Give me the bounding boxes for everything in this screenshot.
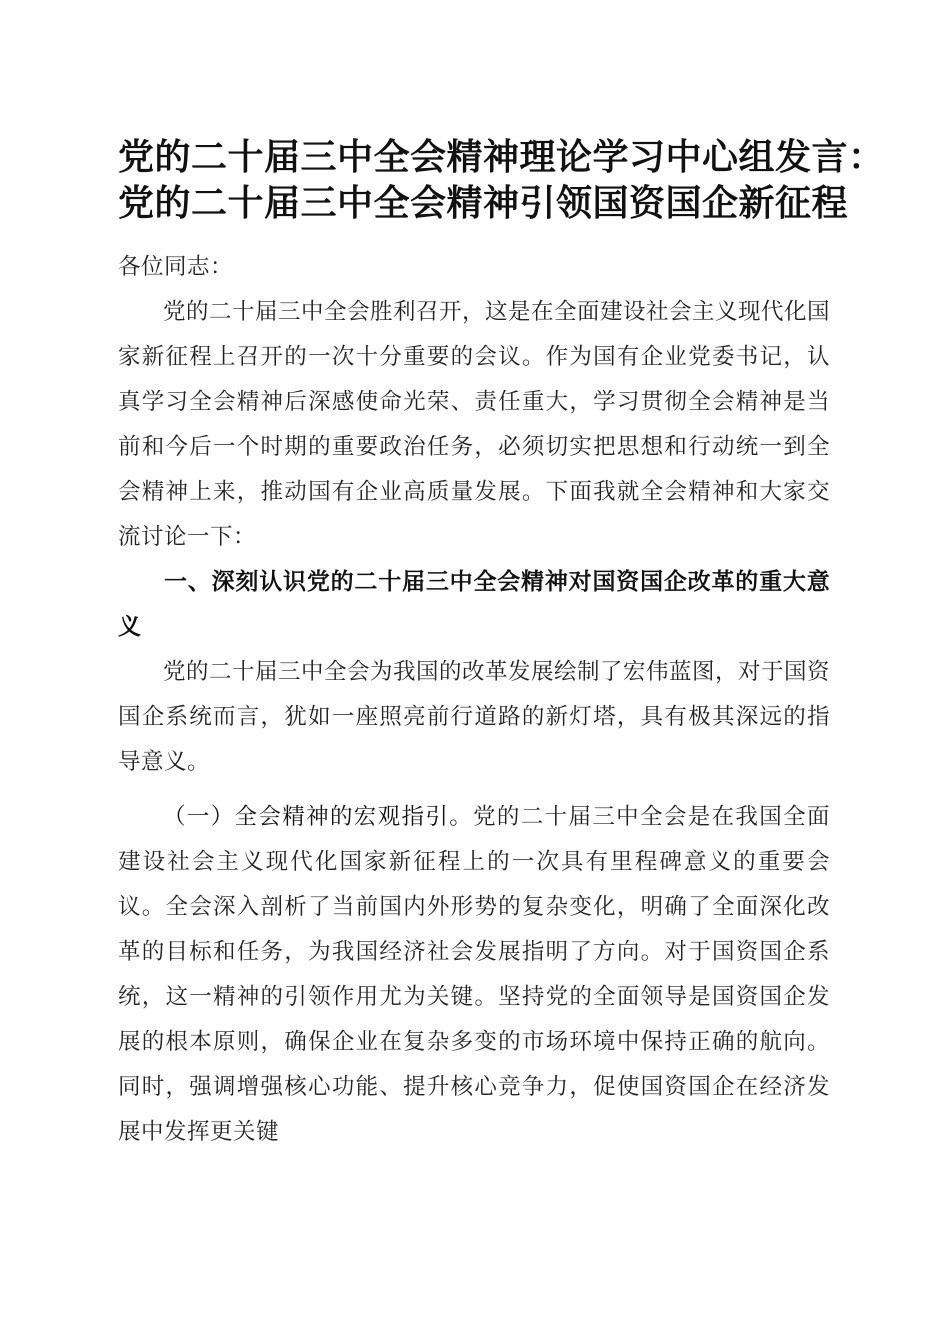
- salutation: 各位同志：: [118, 254, 234, 280]
- paragraph-macro-guidance: [118, 795, 830, 1155]
- paragraph-significance: 党的二十届三中全会为我国的改革发展绘制了宏伟蓝图，对于国资国企系统而言，犹如一座照亮前行道路的新灯塔，具有极其深远的指导意义。: [118, 659, 831, 775]
- paragraph-gap: [118, 785, 830, 795]
- title-line-1: 党的二十届三中全会精神理论学习中心组发言：: [118, 136, 885, 178]
- paragraph-intro: 党的二十届三中全会胜利召开，这是在全面建设社会主义现代化国家新征程上召开的一次十分重要的会议。作为国有企业党委书记，认真学习全会精神后深感使命光荣、责任重大，学习贯彻全会精神是当前和今后一个时期的重要政治任务，必须切实把思想和行动统一到全会精神上来，推动国有企业高质量发展。下面我就全会精神和大家交流讨论一下：: [118, 299, 831, 550]
- document-title: [118, 134, 885, 226]
- document-body: [118, 245, 830, 1155]
- section-heading-1: 一、深刻认识党的二十届三中全会精神对国资国企改革的重大意义: [118, 569, 830, 640]
- title-line-2: 党的二十届三中全会精神引领国资国企新征程: [118, 182, 849, 224]
- paragraph-macro-guidance-text: 党的二十届三中全会是在我国全面建设社会主义现代化国家新征程上的一次具有里程碑意义的重要会议。全会深入剖析了当前国内外形势的复杂变化，明确了全面深化改革的目标和任务，为我国经济社会发展指明了方向。对于国资国企系统，这一精神的引领作用尤为关键。坚持党的全面领导是国资国企发展的根本原则，确保企业在复杂多变的市场环境中保持正确的航向。同时，强调增强核心功能、提升核心竞争力，促使国资国企在经济发展中发挥更关键: [118, 804, 830, 1145]
- subsection-heading-1: （一）全会精神的宏观指引。: [163, 804, 474, 830]
